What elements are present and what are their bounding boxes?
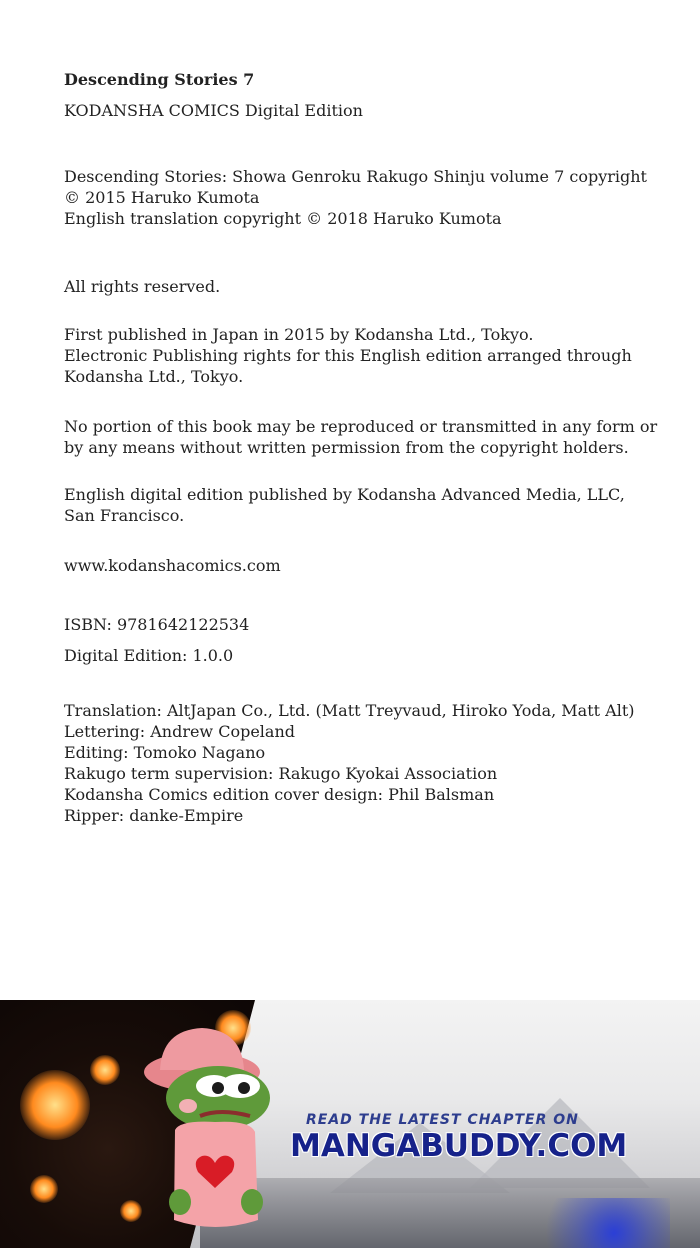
frog-mascot-icon	[140, 1020, 280, 1240]
ember-icon	[30, 1175, 58, 1203]
credit-ripper: Ripper: danke-Empire	[64, 806, 244, 825]
rights-reserved: All rights reserved.	[64, 277, 221, 296]
credit-editing: Editing: Tomoko Nagano	[64, 743, 266, 762]
promo-site-link[interactable]: MANGABUDDY.COM	[290, 1128, 628, 1164]
flame-icon	[20, 1070, 90, 1140]
digital-line-1: English digital edition published by Kodansha Advanced Media, LLC,	[64, 485, 625, 504]
published-line-1: First published in Japan in 2015 by Kodansha Ltd., Tokyo.	[64, 325, 534, 344]
website-link[interactable]: www.kodanshacomics.com	[64, 556, 281, 575]
blue-glow	[530, 1198, 670, 1248]
published-line-3: Kodansha Ltd., Tokyo.	[64, 367, 244, 386]
promo-tagline: READ THE LATEST CHAPTER ON	[306, 1112, 579, 1128]
book-title: Descending Stories 7	[64, 70, 255, 89]
copyright-line-3: English translation copyright © 2018 Haruko Kumota	[64, 209, 502, 228]
copyright-line-2: © 2015 Haruko Kumota	[64, 188, 260, 207]
isbn: ISBN: 9781642122534	[64, 615, 250, 634]
credit-translation: Translation: AltJapan Co., Ltd. (Matt Treyvaud, Hiroko Yoda, Matt Alt)	[64, 701, 635, 720]
copyright-line-1: Descending Stories: Showa Genroku Rakugo Shinju volume 7 copyright	[64, 167, 647, 186]
notice-line-2: by any means without written permission from the copyright holders.	[64, 438, 629, 457]
edition-label: KODANSHA COMICS Digital Edition	[64, 101, 363, 120]
ember-icon	[90, 1055, 120, 1085]
notice-line-1: No portion of this book may be reproduced or transmitted in any form or	[64, 417, 658, 436]
credit-cover-design: Kodansha Comics edition cover design: Phil Balsman	[64, 785, 495, 804]
digital-edition-version: Digital Edition: 1.0.0	[64, 646, 234, 665]
promo-banner[interactable]	[0, 1000, 700, 1248]
digital-line-2: San Francisco.	[64, 506, 185, 525]
published-line-2: Electronic Publishing rights for this English edition arranged through	[64, 346, 632, 365]
ember-icon	[120, 1200, 142, 1222]
credit-supervision: Rakugo term supervision: Rakugo Kyokai Association	[64, 764, 498, 783]
credit-lettering: Lettering: Andrew Copeland	[64, 722, 295, 741]
